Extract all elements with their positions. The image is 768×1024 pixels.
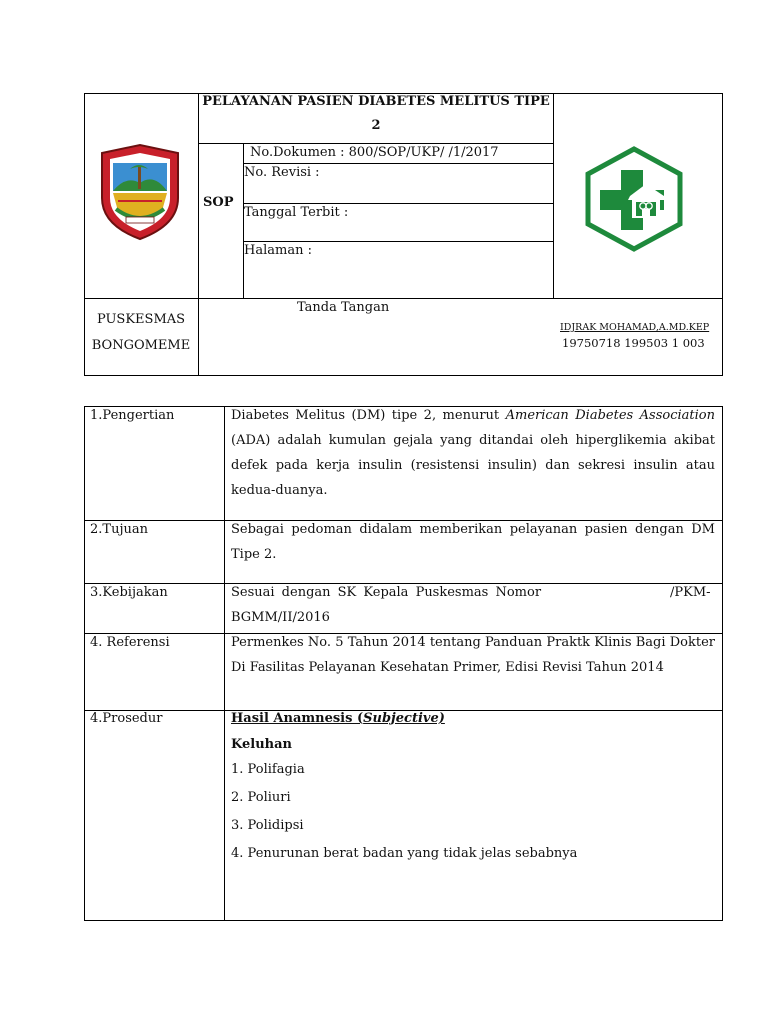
no-dokumen: No.Dokumen : 800/SOP/UKP/ /1/2017	[250, 145, 499, 160]
tanda-tangan-label: Tanda Tangan	[297, 300, 390, 315]
text-referensi: Permenkes No. 5 Tahun 2014 tentang Panduan Praktk Klinis Bagi Dokter Di Fasilitas Pelayanan Kesehatan Primer, Edisi Revisi Tahun 2014	[231, 635, 715, 675]
prosedur-heading-prefix: Hasil Anamnesis (	[231, 711, 364, 726]
sop-title-line2: 2	[371, 118, 381, 133]
label-prosedur: 4.Prosedur	[90, 711, 163, 726]
prosedur-item: 2. Poliuri	[231, 790, 291, 805]
kebijakan-line1-left: Sesuai dengan SK Kepala Puskesmas Nomor	[231, 585, 542, 600]
puskesmas-name-line1: PUSKESMAS	[96, 312, 186, 327]
prosedur-item: 3. Polidipsi	[231, 818, 304, 833]
sop-title-line1: PELAYANAN PASIEN DIABETES MELITUS TIPE	[202, 94, 550, 109]
prosedur-item: 4. Penurunan berat badan yang tidak jelas sebabnya	[231, 846, 578, 861]
halaman: Halaman :	[244, 243, 312, 258]
text-tujuan: Sebagai pedoman didalam memberikan pelayanan pasien dengan DM Tipe 2.	[231, 522, 715, 562]
prosedur-item: 1. Polifagia	[231, 762, 305, 777]
pengertian-text-italic: American Diabetes Association	[505, 408, 715, 423]
text-pengertian	[231, 403, 715, 503]
kebijakan-line1-right: /PKM-	[670, 585, 711, 600]
prosedur-subheading: Keluhan	[231, 737, 293, 752]
regional-emblem-icon	[96, 143, 184, 241]
kebijakan-line2: BGMM/II/2016	[231, 610, 330, 625]
label-tujuan: 2.Tujuan	[90, 522, 148, 537]
label-pengertian: 1.Pengertian	[90, 408, 175, 423]
puskesmas-logo-icon	[584, 146, 684, 252]
prosedur-heading-italic: Subjective)	[363, 711, 445, 726]
prosedur-heading	[231, 711, 445, 726]
tanggal-terbit: Tanggal Terbit :	[244, 205, 349, 220]
pengertian-text-after: (ADA) adalah kumulan gejala yang ditandai oleh hiperglikemia akibat defek pada kerja insulin (resistensi insulin) dan sekresi insulin atau kedua-duanya.	[231, 433, 715, 498]
signer-name: IDJRAK MOHAMAD,A.MD.KEP	[560, 322, 710, 333]
signer-nip: 19750718 199503 1 003	[562, 336, 705, 350]
label-referensi: 4. Referensi	[90, 635, 170, 650]
label-kebijakan: 3.Kebijakan	[90, 585, 168, 600]
pengertian-text-before: Diabetes Melitus (DM) tipe 2, menurut	[231, 408, 506, 423]
puskesmas-name-line2: BONGOMEME	[91, 338, 191, 353]
sop-label: SOP	[203, 195, 234, 210]
no-revisi: No. Revisi :	[244, 165, 320, 180]
